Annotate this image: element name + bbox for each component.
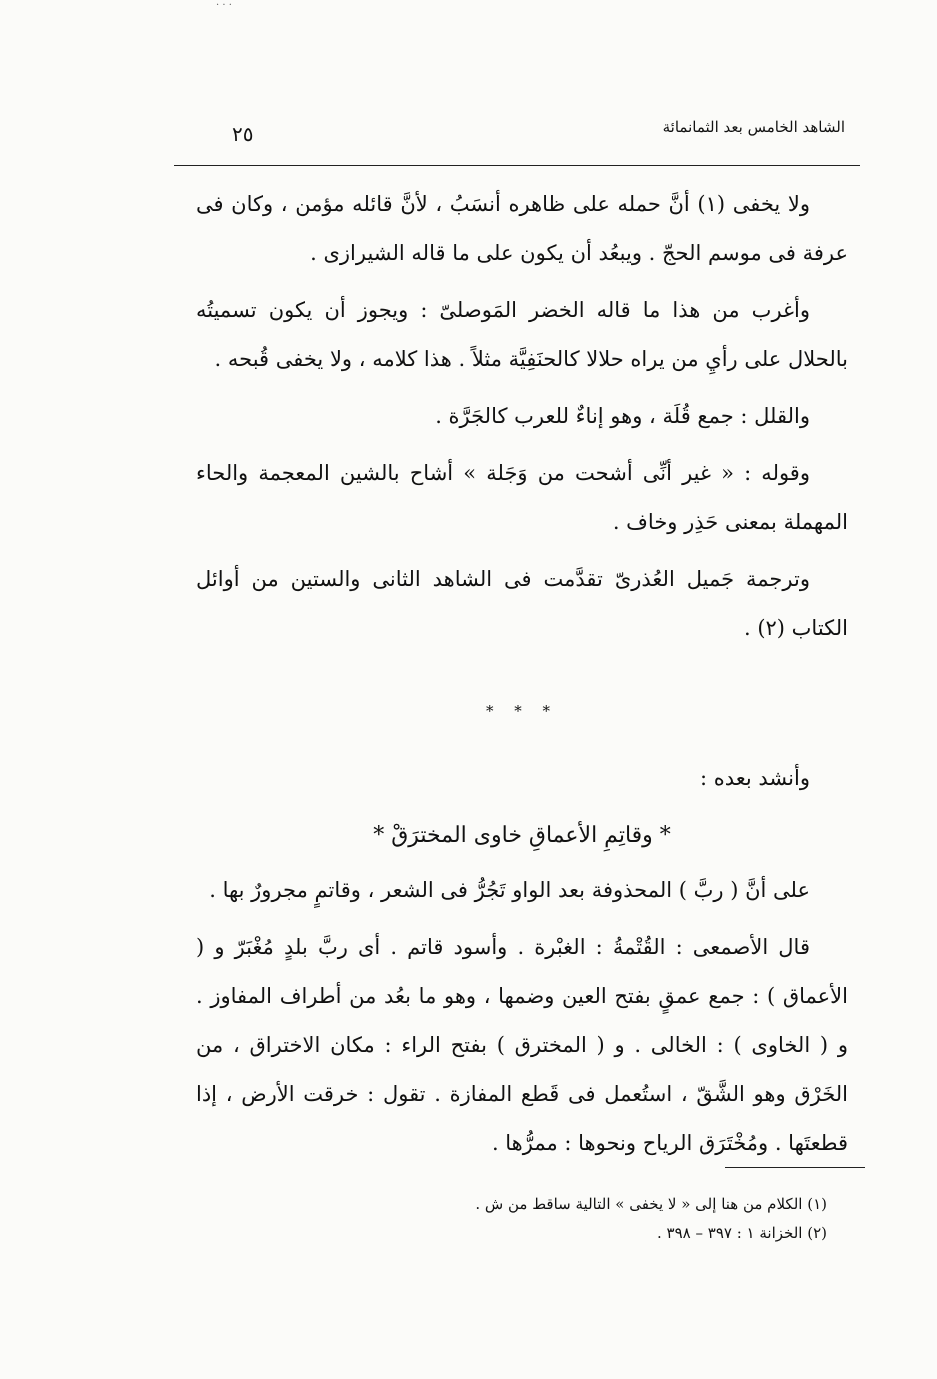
verse-intro: وأنشد بعده :	[699, 766, 810, 790]
poetry-verse: * وقاتِمِ الأعماقِ خاوى المخترَقْ *	[373, 823, 671, 848]
paragraph: وأغرب من هذا ما قاله الخضر المَوصلىّ : ويجوز أن يكون تسميتُه بالحلال على رأيِ من يراه حلالا كالحنَفِيَّة مثلاً . هذا كلامه ، ولا يخفى قُبحه .	[196, 298, 848, 371]
running-title: الشاهد الخامس بعد الثمانمائة	[662, 118, 845, 136]
header-rule	[174, 165, 860, 166]
footnote-rule	[725, 1167, 865, 1168]
page-number: ٢٥	[232, 122, 254, 146]
paragraph: وقوله : « غير أنِّى أشحت من وَجَلة » أشاح بالشين المعجمة والحاء المهملة بمعنى حَذِر وخاف .	[196, 461, 848, 534]
paragraph: والقلل : جمع قُلَة ، وهو إناءٌ للعرب كالجَرَّة .	[435, 404, 810, 428]
footnote-1: (١) الكلام من هنا إلى « لا يخفى » التالية ساقط من ش .	[475, 1195, 827, 1213]
paragraph: ولا يخفى (١) أنَّ حمله على ظاهره أنسَبُ ، لأنَّ قائله مؤمن ، وكان فى عرفة فى موسم الحجّ . ويبعُد أن يكون على ما قاله الشيرازى .	[196, 192, 848, 265]
paragraph: قال الأصمعى : القُتْمةُ : الغبْرة . وأسود قاتم . أى ربَّ بلدٍ مُغْبَرّ و ( الأعماق ) : جمع عمقٍ بفتح العين وضمها ، وهو ما بعُد من أطراف المفاوز . و ( الخاوى ) : الخالى . و ( المخترق ) بفتح الراء : مكان الاختراق ، من الخَرْق وهو الشَّقّ ، استُعمل فى قَطع المفازة . تقول : خرقت الأرض ، إذا قطعتَها . ومُخْتَرَق الرياح ونحوها : ممرُّها .	[196, 935, 848, 1155]
paragraph: وترجمة جَميل العُذرىّ تقدَّمت فى الشاهد الثانى والستين من أوائل الكتاب (٢) .	[196, 567, 848, 640]
main-text	[196, 180, 848, 1176]
page-edge-marks: · · ·	[216, 0, 232, 11]
footnote-2: (٢) الخزانة ١ : ٣٩٧ – ٣٩٨ .	[657, 1224, 827, 1242]
footnotes	[267, 1190, 827, 1248]
section-separator: * * *	[485, 702, 559, 720]
paragraph: على أنَّ ( ربَّ ) المحذوفة بعد الواو تَجُرُّ فى الشعر ، وقاتمٍ مجرورٌ بها .	[209, 878, 810, 902]
